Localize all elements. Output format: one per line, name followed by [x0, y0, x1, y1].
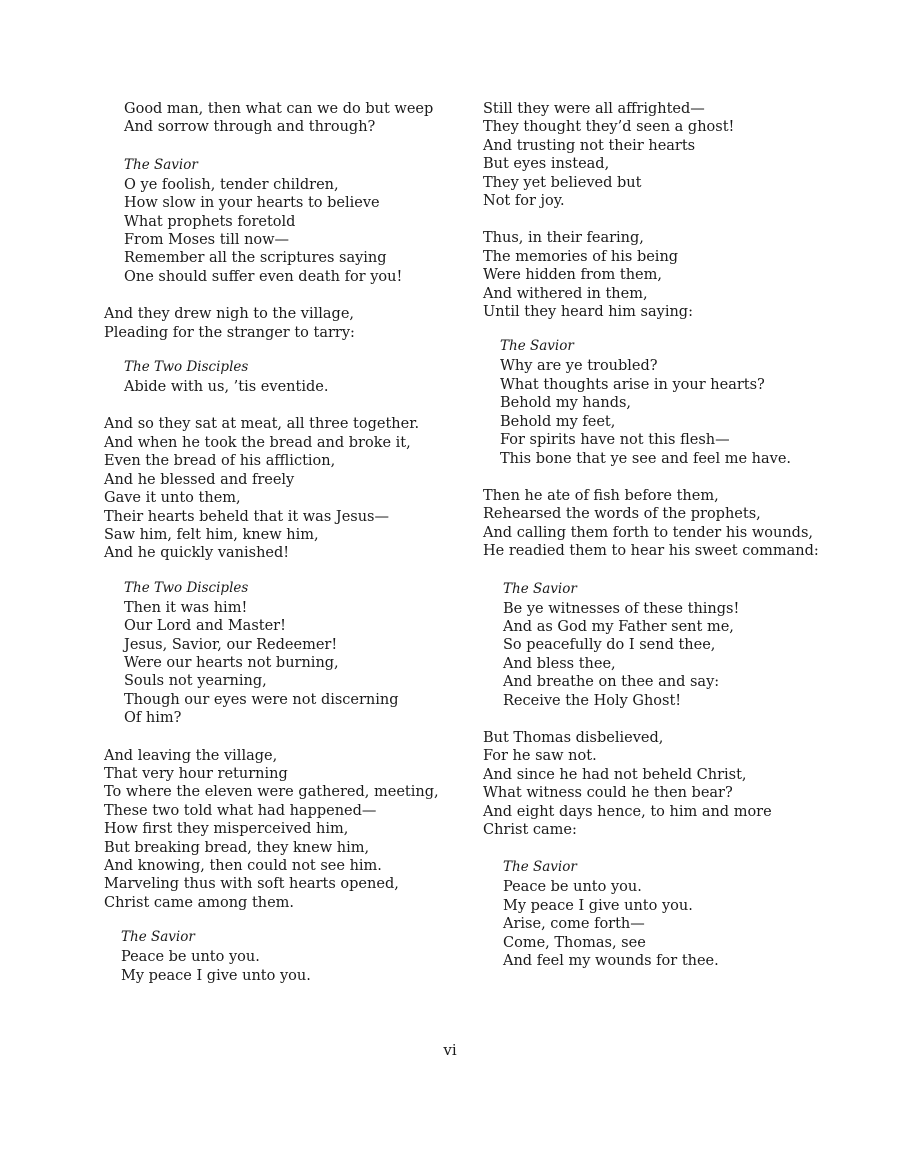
speech-text: O ye foolish, tender children, How slow in your hearts to believe What prophets foretold From Moses till now— Remember all the scriptures saying One should suffer even death for you!: [124, 176, 403, 285]
narration-fearing: Thus, in their fearing, The memories of his being Were hidden from them, And withered in them, Until they heard him saying:: [483, 230, 693, 321]
narration-village: And they drew nigh to the village, Pleading for the stranger to tarry:: [104, 306, 355, 341]
speaker-label: The Savior: [500, 338, 574, 355]
speech-text: Then it was him! Our Lord and Master! Jesus, Savior, our Redeemer! Were our hearts not burning, Souls not yearning, Though our eyes were not discerning Of him?: [124, 599, 399, 727]
savior-speech-1: [124, 156, 444, 286]
speaker-label: The Savior: [124, 156, 198, 173]
page-number: vi: [443, 1041, 457, 1059]
disciples-speech-1: [124, 358, 444, 396]
narration-thomas: But Thomas disbelieved, For he saw not. And since he had not beheld Christ, What witness could he then bear? And eight days hence, to him and more Christ came:: [483, 729, 772, 838]
speaker-label: The Two Disciples: [124, 579, 249, 596]
disciples-speech-2: [124, 579, 444, 728]
savior-speech-3: [500, 337, 883, 467]
narration-affrighted: Still they were all affrighted— They thought they’d seen a ghost! And trusting not their hearts But eyes instead, They yet believed but Not for joy.: [483, 101, 735, 210]
narration-return: And leaving the village, That very hour returning To where the eleven were gathered, meeting, These two told what had happened— How first they misperceived him, But breaking bread, they knew him, And knowing, then could not see him. Marveling thus with soft hearts opened, Christ came among them.: [104, 747, 439, 911]
speech-text: Peace be unto you. My peace I give unto you. Arise, come forth— Come, Thomas, see And feel my wounds for thee.: [503, 879, 719, 970]
speaker-label: The Savior: [503, 580, 577, 597]
speech-text: Abide with us, ’tis eventide.: [124, 379, 329, 396]
verse-lament: Good man, then what can we do but weep And sorrow through and through?: [124, 101, 434, 136]
right-column: [483, 100, 883, 970]
savior-speech-2: [121, 928, 444, 985]
left-column: [104, 100, 444, 985]
speech-text: Be ye witnesses of these things! And as God my Father sent me, So peacefully do I send thee, And bless thee, And breathe on thee and say: Receive the Holy Ghost!: [503, 600, 740, 709]
savior-speech-4: [503, 580, 883, 710]
narration-bread: And so they sat at meat, all three together. And when he took the bread and broke it, Even the bread of his affliction, And he blessed and freely Gave it unto them, Their hearts beheld that it was Jesus— Saw him, felt him, knew him, And he quickly vanished!: [104, 416, 420, 562]
savior-speech-5: [503, 858, 883, 970]
narration-fish: Then he ate of fish before them, Rehearsed the words of the prophets, And calling them forth to tender his wounds, He readied them to hear his sweet command:: [483, 487, 819, 560]
speech-text: Why are ye troubled? What thoughts arise in your hearts? Behold my hands, Behold my feet, For spirits have not this flesh— This bone that ye see and feel me have.: [500, 358, 792, 467]
speech-text: Peace be unto you. My peace I give unto you.: [121, 949, 311, 984]
speaker-label: The Savior: [503, 859, 577, 876]
speaker-label: The Two Disciples: [124, 359, 249, 376]
speaker-label: The Savior: [121, 929, 195, 946]
